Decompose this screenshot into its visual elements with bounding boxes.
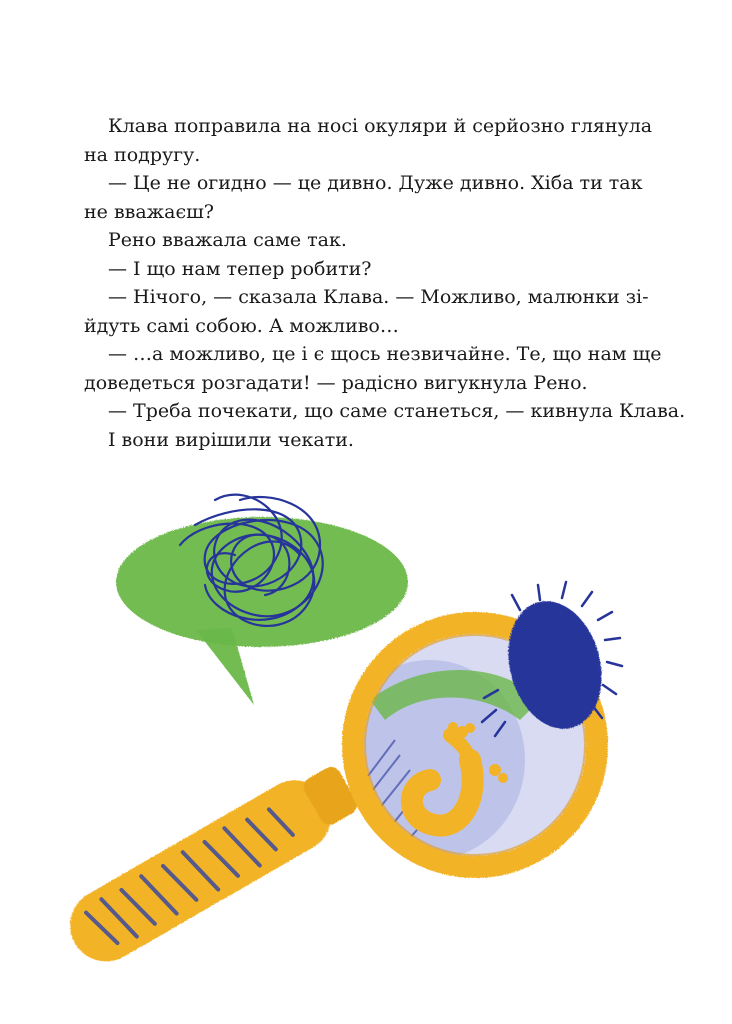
story-line: — Треба почекати, що саме станеться, — кивнула Клава. <box>108 400 686 422</box>
story-line: І вони вирішили чекати. <box>108 428 354 451</box>
story-line: — І що нам тепер робити? <box>108 257 372 280</box>
story-text <box>84 112 686 454</box>
story-line: Клава поправила на носі окуляри й серйозно глянула <box>108 115 653 137</box>
story-line: йдуть самі собою. А можливо… <box>84 314 399 337</box>
story-line: Рено вважала саме так. <box>108 229 347 251</box>
story-line: — Нічого, — сказала Клава. — Можливо, малюнки зі- <box>108 286 649 308</box>
story-line: — Це не огидно — це дивно. Дуже дивно. Хіба ти так <box>108 172 643 194</box>
magnifier-illustration <box>0 470 732 970</box>
story-line: не вважаєш? <box>84 200 214 223</box>
story-line: доведеться розгадати! — радісно вигукнула Рено. <box>84 371 588 394</box>
story-line: на подругу. <box>84 143 201 166</box>
story-line: — …а можливо, це і є щось незвичайне. Те, що нам ще <box>108 343 662 365</box>
